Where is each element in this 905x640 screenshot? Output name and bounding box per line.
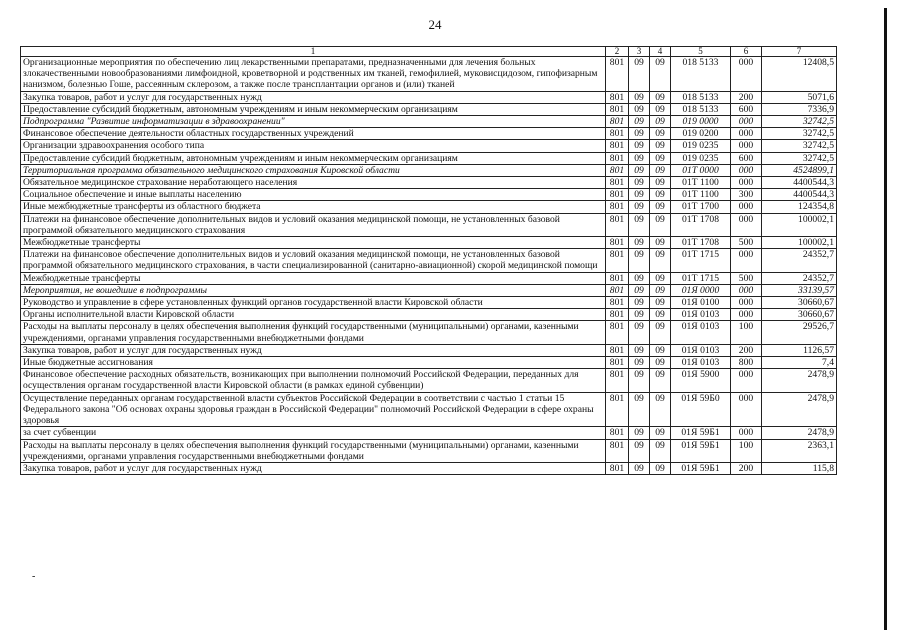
ministry-code-cell: 801 xyxy=(606,344,629,356)
expense-type-cell: 000 xyxy=(731,57,762,92)
subsection-code-cell: 09 xyxy=(650,427,671,439)
target-article-cell: 01Т 1100 xyxy=(671,177,731,189)
expense-type-cell: 000 xyxy=(731,116,762,128)
amount-cell: 32742,5 xyxy=(762,152,837,164)
expense-type-cell: 500 xyxy=(731,237,762,249)
row-name-cell: Предоставление субсидий бюджетным, автономным учреждениям и иным некоммерческим организациям xyxy=(21,103,606,115)
row-name-cell: Закупка товаров, работ и услуг для государственных нужд xyxy=(21,462,606,474)
target-article-cell: 019 0235 xyxy=(671,140,731,152)
target-article-cell: 019 0000 xyxy=(671,116,731,128)
expense-type-cell: 000 xyxy=(731,392,762,427)
ministry-code-cell: 801 xyxy=(606,357,629,369)
subsection-code-cell: 09 xyxy=(650,357,671,369)
expense-type-cell: 200 xyxy=(731,344,762,356)
table-row xyxy=(21,237,837,249)
target-article-cell: 018 5133 xyxy=(671,103,731,115)
amount-cell: 32742,5 xyxy=(762,128,837,140)
target-article-cell: 01Я 59Б1 xyxy=(671,462,731,474)
subsection-code-cell: 09 xyxy=(650,297,671,309)
table-row xyxy=(21,177,837,189)
subsection-code-cell: 09 xyxy=(650,103,671,115)
target-article-cell: 01Т 1715 xyxy=(671,249,731,272)
amount-cell: 29526,7 xyxy=(762,321,837,344)
page-number: 24 xyxy=(428,17,442,32)
ministry-code-cell: 801 xyxy=(606,213,629,236)
target-article-cell: 01Я 0100 xyxy=(671,297,731,309)
target-article-cell: 01Я 59Б1 xyxy=(671,439,731,462)
expense-type-cell: 500 xyxy=(731,272,762,284)
expense-type-cell: 600 xyxy=(731,103,762,115)
ministry-code-cell: 801 xyxy=(606,297,629,309)
expense-type-cell: 000 xyxy=(731,128,762,140)
subsection-code-cell: 09 xyxy=(650,321,671,344)
ministry-code-cell: 801 xyxy=(606,116,629,128)
ministry-code-cell: 801 xyxy=(606,439,629,462)
column-header: 6 xyxy=(731,47,762,57)
section-code-cell: 09 xyxy=(629,439,650,462)
amount-cell: 100002,1 xyxy=(762,237,837,249)
row-name-cell: Расходы на выплаты персоналу в целях обеспечения выполнения функций государственными (муниципальными) органами, казенными учреждениями, органами управления государственными внебюджетными фондами xyxy=(21,321,606,344)
row-name-cell: Иные межбюджетные трансферты из областного бюджета xyxy=(21,201,606,213)
amount-cell: 1126,57 xyxy=(762,344,837,356)
subsection-code-cell: 09 xyxy=(650,91,671,103)
target-article-cell: 01Я 0103 xyxy=(671,309,731,321)
ministry-code-cell: 801 xyxy=(606,177,629,189)
table-row xyxy=(21,344,837,356)
amount-cell: 2478,9 xyxy=(762,369,837,392)
section-code-cell: 09 xyxy=(629,272,650,284)
target-article-cell: 01Т 1700 xyxy=(671,201,731,213)
row-name-cell: Платежи на финансовое обеспечение дополнительных видов и условий оказания медицинской помощи, не установленных базовой программой обязательного медицинского страхования xyxy=(21,213,606,236)
expense-type-cell: 000 xyxy=(731,284,762,296)
amount-cell: 32742,5 xyxy=(762,140,837,152)
expense-type-cell: 800 xyxy=(731,357,762,369)
target-article-cell: 01Я 59Б0 xyxy=(671,392,731,427)
expense-type-cell: 000 xyxy=(731,249,762,272)
amount-cell: 4400544,3 xyxy=(762,189,837,201)
table-row xyxy=(21,321,837,344)
target-article-cell: 019 0200 xyxy=(671,128,731,140)
section-code-cell: 09 xyxy=(629,427,650,439)
expense-type-cell: 000 xyxy=(731,164,762,176)
subsection-code-cell: 09 xyxy=(650,213,671,236)
subsection-code-cell: 09 xyxy=(650,439,671,462)
table-row xyxy=(21,189,837,201)
target-article-cell: 01Т 1100 xyxy=(671,189,731,201)
section-code-cell: 09 xyxy=(629,164,650,176)
target-article-cell: 018 5133 xyxy=(671,91,731,103)
column-number-row xyxy=(21,47,837,57)
target-article-cell: 01Я 0000 xyxy=(671,284,731,296)
amount-cell: 7336,9 xyxy=(762,103,837,115)
expense-type-cell: 200 xyxy=(731,91,762,103)
subsection-code-cell: 09 xyxy=(650,284,671,296)
column-header: 1 xyxy=(21,47,606,57)
amount-cell: 115,8 xyxy=(762,462,837,474)
row-name-cell: Межбюджетные трансферты xyxy=(21,272,606,284)
amount-cell: 12408,5 xyxy=(762,57,837,92)
subsection-code-cell: 09 xyxy=(650,164,671,176)
subsection-code-cell: 09 xyxy=(650,272,671,284)
subsection-code-cell: 09 xyxy=(650,128,671,140)
amount-cell: 33139,57 xyxy=(762,284,837,296)
row-name-cell: Иные бюджетные ассигнования xyxy=(21,357,606,369)
expense-type-cell: 000 xyxy=(731,369,762,392)
row-name-cell: Территориальная программа обязательного медицинского страхования Кировской области xyxy=(21,164,606,176)
ministry-code-cell: 801 xyxy=(606,164,629,176)
amount-cell: 7,4 xyxy=(762,357,837,369)
row-name-cell: Социальное обеспечение и иные выплаты населению xyxy=(21,189,606,201)
section-code-cell: 09 xyxy=(629,177,650,189)
row-name-cell: Платежи на финансовое обеспечение дополнительных видов и условий оказания медицинской помощи, не установленных базовой программой обязательного медицинского страхования, в части специализированной (санитарно-авиационной) скорой медицинской помощи xyxy=(21,249,606,272)
subsection-code-cell: 09 xyxy=(650,57,671,92)
amount-cell: 2478,9 xyxy=(762,392,837,427)
column-header: 7 xyxy=(762,47,837,57)
row-name-cell: Финансовое обеспечение расходных обязательств, возникающих при выполнении полномочий Российской Федерации, переданных для осуществления органам государственной власти Кировской области (в рамках единой субвенции) xyxy=(21,369,606,392)
table-row xyxy=(21,284,837,296)
table-row xyxy=(21,272,837,284)
section-code-cell: 09 xyxy=(629,152,650,164)
section-code-cell: 09 xyxy=(629,297,650,309)
amount-cell: 2478,9 xyxy=(762,427,837,439)
target-article-cell: 019 0235 xyxy=(671,152,731,164)
row-name-cell: Предоставление субсидий бюджетным, автономным учреждениям и иным некоммерческим организациям xyxy=(21,152,606,164)
expense-type-cell: 300 xyxy=(731,189,762,201)
target-article-cell: 01Я 59Б1 xyxy=(671,427,731,439)
subsection-code-cell: 09 xyxy=(650,116,671,128)
section-code-cell: 09 xyxy=(629,357,650,369)
target-article-cell: 01Я 0103 xyxy=(671,357,731,369)
row-name-cell: Руководство и управление в сфере установленных функций органов государственной власти Кировской области xyxy=(21,297,606,309)
section-code-cell: 09 xyxy=(629,284,650,296)
budget-table xyxy=(20,46,837,475)
ministry-code-cell: 801 xyxy=(606,272,629,284)
expense-type-cell: 600 xyxy=(731,152,762,164)
expense-type-cell: 100 xyxy=(731,321,762,344)
table-row xyxy=(21,140,837,152)
table-row xyxy=(21,297,837,309)
row-name-cell: Мероприятия, не вошедшие в подпрограммы xyxy=(21,284,606,296)
table-row xyxy=(21,164,837,176)
expense-type-cell: 000 xyxy=(731,297,762,309)
section-code-cell: 09 xyxy=(629,201,650,213)
column-header: 2 xyxy=(606,47,629,57)
amount-cell: 4524899,1 xyxy=(762,164,837,176)
amount-cell: 24352,7 xyxy=(762,249,837,272)
subsection-code-cell: 09 xyxy=(650,189,671,201)
section-code-cell: 09 xyxy=(629,344,650,356)
ministry-code-cell: 801 xyxy=(606,237,629,249)
subsection-code-cell: 09 xyxy=(650,309,671,321)
expense-type-cell: 000 xyxy=(731,213,762,236)
table-row xyxy=(21,116,837,128)
subsection-code-cell: 09 xyxy=(650,369,671,392)
ministry-code-cell: 801 xyxy=(606,309,629,321)
subsection-code-cell: 09 xyxy=(650,392,671,427)
side-mark: - xyxy=(32,571,36,582)
ministry-code-cell: 801 xyxy=(606,128,629,140)
ministry-code-cell: 801 xyxy=(606,321,629,344)
section-code-cell: 09 xyxy=(629,189,650,201)
section-code-cell: 09 xyxy=(629,462,650,474)
table-row xyxy=(21,392,837,427)
section-code-cell: 09 xyxy=(629,309,650,321)
table-row xyxy=(21,213,837,236)
table-row xyxy=(21,357,837,369)
section-code-cell: 09 xyxy=(629,91,650,103)
amount-cell: 30660,67 xyxy=(762,309,837,321)
table-row xyxy=(21,309,837,321)
table-row xyxy=(21,152,837,164)
ministry-code-cell: 801 xyxy=(606,284,629,296)
section-code-cell: 09 xyxy=(629,321,650,344)
target-article-cell: 01Т 1708 xyxy=(671,237,731,249)
row-name-cell: Осуществление переданных органам государственной власти субъектов Российской Федерации в соответствии с частью 1 статьи 15 Федерального закона "Об основах охраны здоровья граждан в Российской Федерации" полномочий Российской Федерации в сфере охраны здоровья xyxy=(21,392,606,427)
column-header: 3 xyxy=(629,47,650,57)
expense-type-cell: 200 xyxy=(731,462,762,474)
amount-cell: 124354,8 xyxy=(762,201,837,213)
ministry-code-cell: 801 xyxy=(606,369,629,392)
amount-cell: 30660,67 xyxy=(762,297,837,309)
target-article-cell: 01Т 1715 xyxy=(671,272,731,284)
subsection-code-cell: 09 xyxy=(650,177,671,189)
section-code-cell: 09 xyxy=(629,128,650,140)
expense-type-cell: 000 xyxy=(731,309,762,321)
row-name-cell: Межбюджетные трансферты xyxy=(21,237,606,249)
ministry-code-cell: 801 xyxy=(606,103,629,115)
table-row xyxy=(21,439,837,462)
target-article-cell: 01Т 1708 xyxy=(671,213,731,236)
ministry-code-cell: 801 xyxy=(606,392,629,427)
ministry-code-cell: 801 xyxy=(606,189,629,201)
row-name-cell: за счет субвенции xyxy=(21,427,606,439)
table-row xyxy=(21,201,837,213)
ministry-code-cell: 801 xyxy=(606,91,629,103)
section-code-cell: 09 xyxy=(629,57,650,92)
subsection-code-cell: 09 xyxy=(650,152,671,164)
table-row xyxy=(21,57,837,92)
ministry-code-cell: 801 xyxy=(606,57,629,92)
table-row xyxy=(21,103,837,115)
subsection-code-cell: 09 xyxy=(650,201,671,213)
row-name-cell: Закупка товаров, работ и услуг для государственных нужд xyxy=(21,344,606,356)
table-row xyxy=(21,427,837,439)
subsection-code-cell: 09 xyxy=(650,237,671,249)
section-code-cell: 09 xyxy=(629,249,650,272)
section-code-cell: 09 xyxy=(629,116,650,128)
section-code-cell: 09 xyxy=(629,392,650,427)
section-code-cell: 09 xyxy=(629,140,650,152)
target-article-cell: 01Я 0103 xyxy=(671,321,731,344)
subsection-code-cell: 09 xyxy=(650,249,671,272)
row-name-cell: Финансовое обеспечение деятельности областных государственных учреждений xyxy=(21,128,606,140)
ministry-code-cell: 801 xyxy=(606,249,629,272)
row-name-cell: Организационные мероприятия по обеспечению лиц лекарственными препаратами, предназначенными для лечения больных злокачественными новообразованиями лимфоидной, кроветворной и родственных им тканей, гемофилией, муковисцидозом, гипофизарным нанизмом, болезнью Гоше, рассеянным склерозом, а также после трансплантации органов и (или) тканей xyxy=(21,57,606,92)
row-name-cell: Закупка товаров, работ и услуг для государственных нужд xyxy=(21,91,606,103)
column-header: 4 xyxy=(650,47,671,57)
subsection-code-cell: 09 xyxy=(650,344,671,356)
table-row xyxy=(21,128,837,140)
amount-cell: 2363,1 xyxy=(762,439,837,462)
subsection-code-cell: 09 xyxy=(650,140,671,152)
ministry-code-cell: 801 xyxy=(606,427,629,439)
expense-type-cell: 000 xyxy=(731,427,762,439)
ministry-code-cell: 801 xyxy=(606,140,629,152)
section-code-cell: 09 xyxy=(629,237,650,249)
row-name-cell: Обязательное медицинское страхование неработающего населения xyxy=(21,177,606,189)
table-row xyxy=(21,462,837,474)
amount-cell: 4400544,3 xyxy=(762,177,837,189)
section-code-cell: 09 xyxy=(629,369,650,392)
column-header: 5 xyxy=(671,47,731,57)
target-article-cell: 01Т 0000 xyxy=(671,164,731,176)
amount-cell: 24352,7 xyxy=(762,272,837,284)
target-article-cell: 01Я 5900 xyxy=(671,369,731,392)
expense-type-cell: 000 xyxy=(731,177,762,189)
table-body xyxy=(21,57,837,475)
row-name-cell: Подпрограмма "Развитие информатизации в здравоохранении" xyxy=(21,116,606,128)
row-name-cell: Расходы на выплаты персоналу в целях обеспечения выполнения функций государственными (муниципальными) органами, казенными учреждениями, органами управления государственными внебюджетными фондами xyxy=(21,439,606,462)
subsection-code-cell: 09 xyxy=(650,462,671,474)
target-article-cell: 018 5133 xyxy=(671,57,731,92)
ministry-code-cell: 801 xyxy=(606,152,629,164)
amount-cell: 32742,5 xyxy=(762,116,837,128)
table-row xyxy=(21,249,837,272)
table-row xyxy=(21,91,837,103)
table-row xyxy=(21,369,837,392)
target-article-cell: 01Я 0103 xyxy=(671,344,731,356)
section-code-cell: 09 xyxy=(629,103,650,115)
margin-bar xyxy=(884,8,887,630)
ministry-code-cell: 801 xyxy=(606,462,629,474)
expense-type-cell: 000 xyxy=(731,201,762,213)
amount-cell: 100002,1 xyxy=(762,213,837,236)
row-name-cell: Органы исполнительной власти Кировской области xyxy=(21,309,606,321)
amount-cell: 5071,6 xyxy=(762,91,837,103)
expense-type-cell: 000 xyxy=(731,140,762,152)
section-code-cell: 09 xyxy=(629,213,650,236)
ministry-code-cell: 801 xyxy=(606,201,629,213)
row-name-cell: Организации здравоохранения особого типа xyxy=(21,140,606,152)
expense-type-cell: 100 xyxy=(731,439,762,462)
